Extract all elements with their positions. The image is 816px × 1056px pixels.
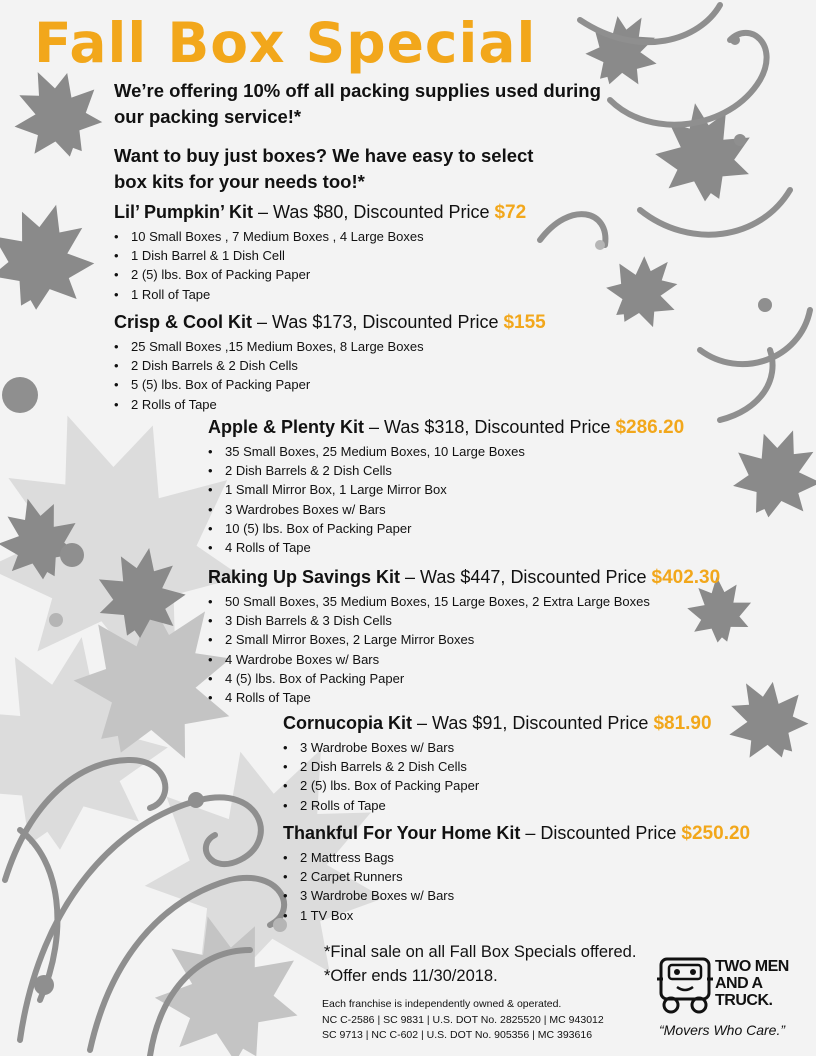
kit-item: • 3 Dish Barrels & 3 Dish Cells [208,611,720,630]
kit-item: • 4 Wardrobe Boxes w/ Bars [208,650,720,669]
kit-item: • 2 Mattress Bags [283,848,750,867]
kit-item: • 4 Rolls of Tape [208,538,684,557]
kit-item: • 2 Small Mirror Boxes, 2 Large Mirror Boxes [208,630,720,649]
kit-discount-price: $81.90 [653,713,712,734]
kit-item: • 2 (5) lbs. Box of Packing Paper [114,265,526,284]
kit-item: • 2 Dish Barrels & 2 Dish Cells [114,356,546,375]
kit-item: • 3 Wardrobe Boxes w/ Bars [283,886,750,905]
kit-item: • 4 (5) lbs. Box of Packing Paper [208,669,720,688]
truck-mascot-icon [657,953,713,1017]
logo-line: TRUCK. [715,992,773,1009]
kit-lil-pumpkin [114,201,526,304]
kit-heading [114,201,526,224]
logo-wordmark [715,958,789,1009]
kit-name: Thankful For Your Home Kit [283,823,521,843]
kit-thankful-for-your-home [283,822,750,925]
legal-line: Each franchise is independently owned & operated. [322,998,562,1010]
kit-cornucopia [283,712,712,815]
kit-item: • 3 Wardrobes Boxes w/ Bars [208,500,684,519]
kit-name: Raking Up Savings Kit [208,567,401,587]
kit-heading [114,311,546,334]
kit-item: • 2 Rolls of Tape [283,796,712,815]
kit-apple-and-plenty [208,416,684,557]
kit-item: • 2 Carpet Runners [283,867,750,886]
footnote-final-sale: *Final sale on all Fall Box Specials offered. [324,943,637,961]
kit-was-price: – Was $80, Discounted Price [253,202,495,222]
kit-item: • 2 Dish Barrels & 2 Dish Cells [208,461,684,480]
kit-name: Apple & Plenty Kit [208,417,365,437]
legal-line: NC C-2586 | SC 9831 | U.S. DOT No. 2825520 | MC 943012 [322,1013,604,1026]
logo-slogan: “Movers Who Care.” [659,1022,786,1038]
kit-heading [208,566,720,589]
kit-heading [283,712,712,735]
kit-was-price: – Was $91, Discounted Price [412,713,654,733]
kit-heading [283,822,750,845]
kit-name: Crisp & Cool Kit [114,312,252,332]
kit-item: • 1 TV Box [283,906,750,925]
kit-item: • 3 Wardrobe Boxes w/ Bars [283,738,712,757]
intro-box-kits: Want to buy just boxes? We have easy to select box kits for your needs too!* [114,145,534,192]
intro-packing-service: We’re offering 10% off all packing supplies used during our packing service!* [114,80,601,127]
page-title: Fall Box Special [34,11,537,75]
legal-line: SC 9713 | NC C-602 | U.S. DOT No. 905356 | MC 393616 [322,1029,593,1041]
kit-item: • 2 (5) lbs. Box of Packing Paper [283,776,712,795]
kit-item: • 2 Rolls of Tape [114,395,546,414]
kit-discount-price: $250.20 [681,823,751,844]
kit-was-price: – Was $173, Discounted Price [252,312,504,332]
logo-line: TWO MEN [715,958,789,975]
kit-item: • 25 Small Boxes ,15 Medium Boxes, 8 Large Boxes [114,337,546,356]
kit-item: • 1 Dish Barrel & 1 Dish Cell [114,246,526,265]
kit-discount-price: $72 [494,202,527,223]
kit-item: • 2 Dish Barrels & 2 Dish Cells [283,757,712,776]
kit-discount-price: $286.20 [615,417,685,438]
kit-crisp-and-cool [114,311,546,414]
kit-item: • 4 Rolls of Tape [208,688,720,707]
company-logo [657,953,807,1048]
kit-item: • 1 Small Mirror Box, 1 Large Mirror Box [208,480,684,499]
kit-discount-price: $402.30 [651,567,721,588]
kit-item: • 5 (5) lbs. Box of Packing Paper [114,375,546,394]
kit-item: • 10 (5) lbs. Box of Packing Paper [208,519,684,538]
kit-heading [208,416,684,439]
kit-item: • 10 Small Boxes , 7 Medium Boxes , 4 Large Boxes [114,227,526,246]
kit-name: Lil’ Pumpkin’ Kit [114,202,254,222]
kit-raking-up-savings [208,566,720,707]
kit-item: • 1 Roll of Tape [114,285,526,304]
footnote-offer-ends: *Offer ends 11/30/2018. [324,967,498,985]
kit-was-price: – Discounted Price [520,823,682,843]
logo-line: AND A [715,975,763,992]
kit-discount-price: $155 [503,312,546,333]
kit-was-price: – Was $318, Discounted Price [364,417,616,437]
kit-item: • 50 Small Boxes, 35 Medium Boxes, 15 Large Boxes, 2 Extra Large Boxes [208,592,720,611]
kit-item: • 35 Small Boxes, 25 Medium Boxes, 10 Large Boxes [208,442,684,461]
legal-disclaimer [322,997,604,1044]
kit-was-price: – Was $447, Discounted Price [400,567,652,587]
kit-name: Cornucopia Kit [283,713,412,733]
